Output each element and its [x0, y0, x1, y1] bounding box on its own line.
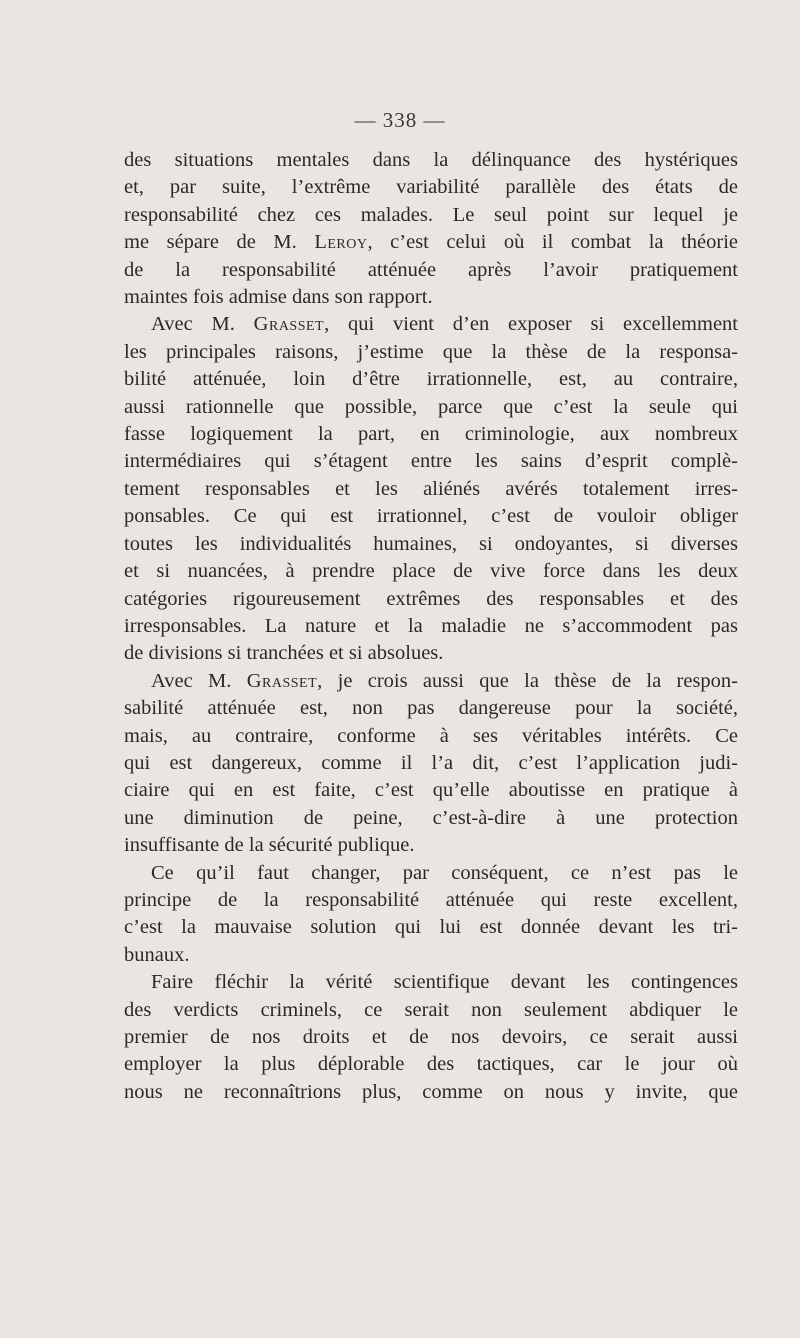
text-line: aussi rationnelle que possible, parce que c’est la seule qui: [124, 395, 738, 418]
text-line: catégories rigoureusement extrêmes des responsables et des: [124, 587, 738, 610]
text-line: Faire fléchir la vérité scientifique devant les contingences: [151, 971, 738, 994]
text-line: de la responsabilité atténuée après l’avoir pratiquement: [124, 258, 738, 281]
text-line: fasse logiquement la part, en criminologie, aux nombreux: [124, 423, 738, 446]
text-line: toutes les individualités humaines, si ondoyantes, si diverses: [124, 532, 738, 555]
text-line: bilité atténuée, loin d’être irrationnelle, est, au contraire,: [124, 368, 738, 391]
text-line: premier de nos droits et de nos devoirs, ce serait aussi: [124, 1026, 738, 1048]
text-line: une diminution de peine, c’est-à-dire à une protection: [124, 806, 738, 829]
line-text: me sépare de M.: [124, 231, 315, 254]
line-text: , qui vient d’en exposer si excellemment: [324, 313, 738, 336]
text-line: sabilité atténuée est, non pas dangereuse pour la société,: [124, 697, 738, 720]
text-line: bunaux.: [124, 943, 190, 966]
text-line: mais, au contraire, conforme à ses véritables intérêts. Ce: [124, 724, 738, 747]
line-text: Avec M.: [151, 313, 254, 336]
text-line: ponsables. Ce qui est irrationnel, c’est de vouloir obliger: [124, 505, 738, 528]
text-line: tement responsables et les aliénés avérés totalement irres-: [124, 477, 738, 500]
text-line: maintes fois admise dans son rapport.: [124, 286, 433, 309]
line-text: , je crois aussi que la thèse de la respon-: [317, 669, 738, 692]
author-name: Leroy: [314, 231, 368, 254]
text-line: employer la plus déplorable des tactiques, car le jour où: [124, 1053, 738, 1076]
author-name: Grasset: [253, 313, 325, 336]
author-name: Grasset: [246, 669, 318, 692]
page-number: — 338 —: [354, 108, 446, 132]
body-text: [124, 147, 738, 1106]
text-line: Ce qu’il faut changer, par conséquent, ce n’est pas le: [151, 861, 738, 884]
text-line: c’est la mauvaise solution qui lui est donnée devant les tri-: [124, 916, 738, 939]
text-line: responsabilité chez ces malades. Le seul point sur lequel je: [124, 203, 738, 226]
text-line: [124, 668, 738, 695]
text-line: intermédiaires qui s’étagent entre les sains d’esprit complè-: [124, 450, 738, 473]
text-line: ciaire qui en est faite, c’est qu’elle aboutisse en pratique à: [124, 779, 738, 802]
text-line: les principales raisons, j’estime que la thèse de la responsa-: [124, 340, 738, 363]
text-line: de divisions si tranchées et si absolues.: [124, 642, 444, 665]
text-line: [124, 229, 738, 256]
text-line: irresponsables. La nature et la maladie ne s’accommodent pas: [124, 614, 738, 637]
text-line: des verdicts criminels, ce serait non seulement abdiquer le: [124, 998, 738, 1021]
line-text: , c’est celui où il combat la théorie: [367, 231, 738, 254]
text-line: et, par suite, l’extrême variabilité parallèle des états de: [124, 176, 738, 199]
text-line: insuffisante de la sécurité publique.: [124, 834, 415, 857]
text-line: [124, 311, 738, 338]
text-line: principe de la responsabilité atténuée qui reste excellent,: [124, 888, 738, 911]
text-line: nous ne reconnaîtrions plus, comme on nous y invite, que: [124, 1080, 738, 1103]
text-line: des situations mentales dans la délinquance des hystériques: [124, 149, 738, 171]
text-line: qui est dangereux, comme il l’a dit, c’est l’application judi-: [124, 751, 738, 774]
text-line: et si nuancées, à prendre place de vive force dans les deux: [124, 560, 738, 583]
line-text: Avec M.: [151, 669, 247, 692]
